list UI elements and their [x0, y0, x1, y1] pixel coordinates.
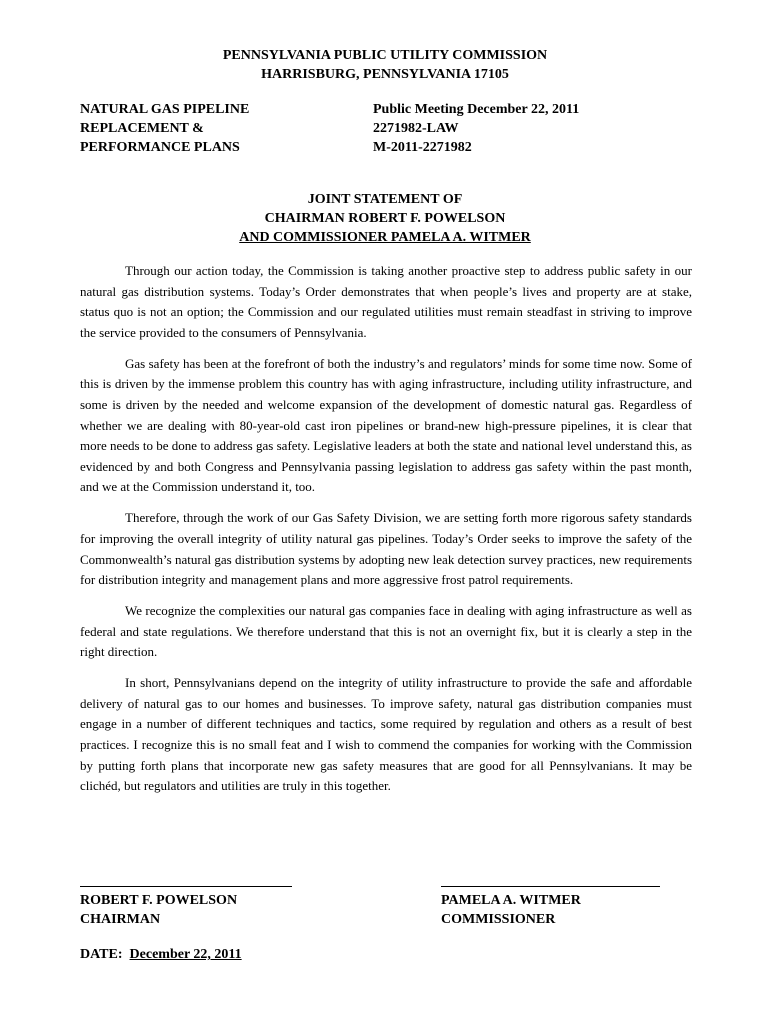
body-paragraph: We recognize the complexities our natural gas companies face in dealing with aging infrastructure as well as federal and state regulations. We therefore understand that this is not an overnight fix, but it is clearly a step in the right direction. [80, 603, 692, 660]
header-location: HARRISBURG, PENNSYLVANIA 17105 [261, 67, 509, 82]
document-header [0, 46, 770, 84]
signer-role: CHAIRMAN [80, 912, 161, 927]
title-line: AND COMMISSIONER PAMELA A. WITMER [239, 230, 531, 245]
signature-block-commissioner [441, 886, 660, 929]
date-line [80, 945, 242, 964]
subject-line: NATURAL GAS PIPELINE [80, 102, 250, 117]
signature-line [80, 886, 292, 887]
title-line: JOINT STATEMENT OF [307, 192, 463, 207]
docket-subject [80, 100, 249, 157]
subject-line: REPLACEMENT & [80, 121, 204, 136]
body-paragraph: In short, Pennsylvanians depend on the integrity of utility infrastructure to provide the safe and affordable delivery of natural gas to our homes and businesses. To improve safety, natural gas distribution companies must engage in a number of different techniques and tactics, some required by regulation and others as a result of best practices. I recognize this is no small feat and I wish to commend the companies for working with the Commission by putting forth plans that incorporate new gas safety measures that are good for all Pennsylvanians. It may be clichéd, but regulators and utilities are truly in this together. [80, 675, 692, 794]
meeting-date: Public Meeting December 22, 2011 [373, 102, 580, 117]
docket-number: M-2011-2271982 [373, 140, 472, 155]
signer-role: COMMISSIONER [441, 912, 556, 927]
signature-block-chairman [80, 886, 292, 929]
body-paragraph: Therefore, through the work of our Gas Safety Division, we are setting forth more rigorous safety standards for improving the overall integrity of utility natural gas pipelines. Today’s Order seeks to improve the safety of the Commonwealth’s natural gas distribution systems by adopting new leak detection survey practices, new requirements for distribution integrity and management plans and more aggressive frost patrol requirements. [80, 510, 692, 588]
signer-name: ROBERT F. POWELSON [80, 893, 238, 908]
body-paragraph: Through our action today, the Commission is taking another proactive step to address public safety in our natural gas distribution systems. Today’s Order demonstrates that when people’s lives and property are at stake, status quo is not an option; the Commission and our regulated utilities must remain steadfast in striving to improve the service provided to the consumers of Pennsylvania. [80, 263, 692, 340]
signature-line [441, 886, 660, 887]
date-label: DATE: [80, 947, 123, 962]
statement-title [0, 190, 770, 247]
docket-number: 2271982-LAW [373, 121, 459, 136]
body-paragraph: Gas safety has been at the forefront of both the industry’s and regulators’ minds for some time now. Some of this is driven by the immense problem this country has with aging infrastructure, including utility infrastructure, and some is driven by the needed and welcome expansion of the development of domestic natural gas. Regardless of whether we are dealing with 80-year-old cast iron pipelines or brand-new high-pressure pipelines, it is clear that more needs to be done to address gas safety. Legislative leaders at both the state and national level understand this, as evidenced by and both Congress and Pennsylvania passing legislation to address gas safety within the past month, and we at the Commission understand it, too. [80, 355, 692, 495]
statement-body [80, 261, 692, 807]
subject-line: PERFORMANCE PLANS [80, 140, 240, 155]
date-value: December 22, 2011 [129, 947, 242, 962]
docket-info [373, 100, 579, 157]
header-agency: PENNSYLVANIA PUBLIC UTILITY COMMISSION [222, 48, 548, 63]
signer-name: PAMELA A. WITMER [441, 893, 581, 908]
title-line: CHAIRMAN ROBERT F. POWELSON [264, 211, 506, 226]
